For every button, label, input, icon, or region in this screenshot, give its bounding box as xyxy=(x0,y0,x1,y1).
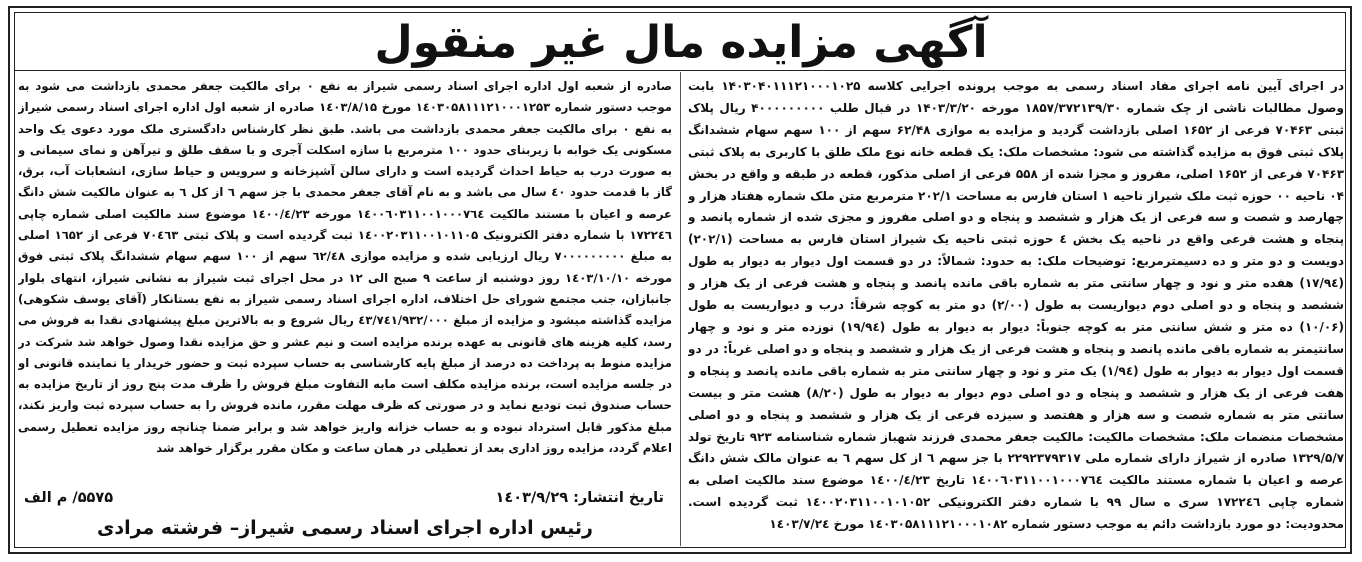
notice-body-right-column: در اجرای آیین نامه اجرای مفاد اسناد رسمی به موجب پرونده اجرایی کلاسه ۱۴۰۳۰۴۰۱۱۱۲۱۰۰۰۱۰۲۵ بابت وصول مطالبات ناشی از چک شماره ۱۸۵۷/۳۷۲۱۳۹/۳۰ مورخه ۱۴۰۳/۳/۲۰ در قبال طلب ۴۰۰۰۰۰۰۰۰۰ ریال پلاک ثبتی ۷۰۴۶۳ فرعی از ۱۶۵۲ اصلی بازداشت گردید و مزایده به موازی ۶۲/۴۸ سهم از ۱۰۰ سهم سهام ششدانگ پلاک ثبتی فوق به مزایده گذاشته می شود: مشخصات ملک: یک قطعه خانه نوع ملک طلق با کاربری به پلاک ثبتی ۷۰۴۶۳ فرعی از ۱۶۵۲ اصلی، مفروز و مجزا شده از ۵۵۸ فرعی از اصلی مذکور، قطعه در طبقه و واقع در بخش ۰۴ ناحیه ۰۰ حوزه ثبت ملک شیراز ناحیه ۱ استان فارس به مساحت ۲۰۲/۱ مترمربع متن ملک شماره هفتاد هزار و چهارصد و شصت و سه فرعی از یک هزار و ششصد و پنجاه و دو اصلی مفروز و مجزی شده از شماره پانصد و پنجاه و هشت فرعی واقع در ناحیه یک بخش ٤ حوزه ثبتی ناحیه یک شیراز استان فارس به مساحت (۲۰۲/۱) دویست و دو متر و ده دسیمترمربع: توضیحات ملک: به حدود: شمالاً: در دو قسمت اول دیوار به دیوار به طول (۱۷/۹٤) هفده متر و نود و چهار سانتی متر به شماره باقی مانده پانصد و پنجاه و هشت فرعی از یک هزار و ششصد و پنجاه و دو اصلی دوم دیواریست به طول (۲/۰۰) دو متر به کوچه شرقاً: درب و دیواریست به طول (۱۰/۰۶) ده متر و شش سانتی متر به کوچه جنوباً: دیوار به دیوار به طول (۱۹/۹٤) نوزده متر و نود و چهار سانتیمتر به شماره باقی مانده پانصد و پنجاه و هشت فرعی از یک هزار و ششصد و پنجاه و دو اصلی غرباً: در دو قسمت اول دیوار به دیوار به طول (۱/۹٤) یک متر و نود و چهار سانتی متر به شماره باقی مانده پانصد و پنجاه و هفت فرعی از یک هزار و ششصد و پنجاه و دو اصلی دوم دیوار به دیوار به طول (۸/۲۰) هشت متر و بیست سانتی متر به شماره شصت و سه هزار و هفتصد و سیزده فرعی از یک هزار و ششصد و پنجاه و دو اصلی مشخصات منضمات ملک: مشخصات مالکیت: مالکیت جعفر محمدی فرزند شهباز شماره شناسنامه ۹۲۳ تاریخ تولد ۱۳۲۹/۵/۷ صادره از شیراز دارای شماره ملی ۲۲۹۲۳۷۹۳۱۷ با جز سهم ٦ از کل سهم ٦ به عنوان مالک شش دانگ عرصه و اعیان با شماره مستند مالکیت ۱٤۰۰٦۰۳۱۱۰۰۱۰۰۰۷٦٤ تاریخ ۱٤۰۰/٤/۲۳ موضوع سند مالکیت اصلی به شماره چاپی ۱۷۲۲٤٦ سری ه سال ۹۹ با شماره دفتر الکترونیکی ۱٤۰۰۲۰۳۱۱۰۰۱۰۱۰۵۲ ثبت گردیده است. محدودیت: دو مورد بازداشت دائم به موجب دستور شماره ۱٤۰۳۰۵۸۱۱۱۲۱۰۰۰۱۰۸۲ مورخ ۱٤۰۳/۷/۲٤ xyxy=(688,79,1344,532)
notice-body-left-column: صادره از شعبه اول اداره اجرای اسناد رسمی شیراز به نفع ۰ برای مالکیت جعفر محمدی بازداشت می شود به موجب دستور شماره ۱٤۰۳۰۵۸۱۱۱۲۱۰۰۰۱۲۵۳ مورخ ۱٤۰۳/۸/۱۵ صادره از شعبه اول اداره اجرای اسناد رسمی شیراز به نفع ۰ برای مالکیت جعفر محمدی بازداشت می باشد. طبق نظر کارشناس دادگستری ملک مورد دعوی یک واحد مسکونی یک خوابه با زیربنای حدود ۱۰۰ مترمربع با سازه اسکلت آجری و با سقف طلق و تیرآهن و نمای سیمانی و به صورت درب به حیاط احداث گردیده است و دارای سالن آشپزخانه و سرویس و حیاط سازی، انشعابات آب، برق، گاز با قدمت حدود ٤۰ سال می باشد و به نام آقای جعفر محمدی با جز سهم ٦ از کل ٦ به عنوان مالکیت شش دانگ عرصه و اعیان با مستند مالکیت ۱٤۰۰٦۰۳۱۱۰۰۱۰۰۰۷٦٤ مورخه ۱٤۰۰/٤/۲۳ موضوع سند مالکیت اصلی شماره چاپی ۱۷۲۲٤٦ با شماره دفتر الکترونیک ۱٤۰۰۲۰۳۱۱۰۰۱۰۱۱۰۵ ثبت گردیده است و پلاک ثبتی ۷۰٤٦۳ فرعی از ۱٦۵۲ اصلی به مبلغ ۷۰۰۰۰۰۰۰۰۰ ریال ارزیابی شده و مزایده موازی ٦۲/٤۸ سهم از ۱۰۰ سهم سهام ششدانگ پلاک ثبتی فوق مورخه ۱٤۰۳/۱۰/۱۰ روز دوشنبه از ساعت ۹ صبح الی ۱۲ در محل اجرای ثبت شیراز به نشانی شیراز، انتهای بلوار جانبازان، جنب مجتمع شورای حل اختلاف، اداره اجرای اسناد رسمی شیراز به نفع بستانکار (آقای یوسف شکوهی) مزایده گذاشته میشود و مزایده از مبلغ ٤۳/۷٤۱/۹۳۲/۰۰۰ ریال شروع و به بالاترین مبلغ پیشنهادی نقدا به فروش می رسد، کلیه هزینه های قانونی به عهده برنده مزایده است و نیم عشر و حق مزایده نقدا وصول خواهد شد شرکت در مزایده منوط به پرداخت ده درصد از مبلغ پایه کارشناسی به حساب سپرده ثبت و حضور خریدار یا نماینده قانونی او در جلسه مزایده است، برنده مزایده مکلف است مابه التفاوت مبلغ فروش را ظرف مدت پنج روز از تاریخ مزایده به حساب صندوق ثبت تودیع نماید و در صورتی که ظرف مهلت مقرر، مانده فروش را به حساب سپرده ثبت واریز نکند، مبلغ مذکور قابل استرداد نبوده و به حساب خزانه واریز خواهد شد و برابر ضمنا چنانچه روز مزایده تعطیل رسمی اعلام گردد، مزایده روز اداری بعد از تعطیلی در همان ساعت و مکان مقرر برگزار خواهد شد xyxy=(18,79,672,456)
notice-code: ۵۵۷۵/ م الف xyxy=(24,490,114,506)
publication-row xyxy=(18,486,672,510)
notice-title: آگهی مزایده مال غیر منقول xyxy=(374,17,988,68)
signature-line: رئیس اداره اجرای اسناد رسمی شیراز– فرشته مرادی xyxy=(97,517,593,539)
title-divider xyxy=(14,70,1346,71)
column-divider xyxy=(680,72,681,546)
publish-date: تاریخ انتشار: ۱٤۰۳/۹/۲۹ xyxy=(495,490,664,506)
